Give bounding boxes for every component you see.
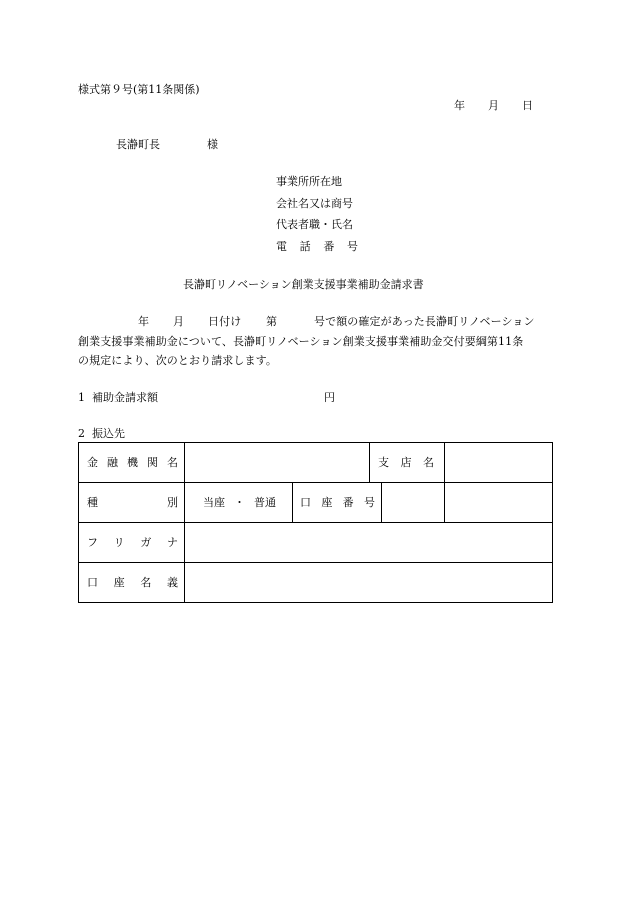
account-holder-label: 口 座 名 義 <box>79 563 185 603</box>
account-number-group <box>293 483 445 523</box>
branch-name-field[interactable] <box>445 443 553 483</box>
item1-unit: 円 <box>324 391 335 404</box>
account-number-label: 口 座 番 号 <box>293 483 382 522</box>
date-month: 月 <box>488 99 499 112</box>
table-row <box>79 483 553 523</box>
applicant-company-label: 会社名又は商号 <box>276 197 353 210</box>
table-row <box>79 443 553 483</box>
account-type-ordinary[interactable]: 普通 <box>254 496 276 509</box>
table-row <box>79 523 553 563</box>
item2-label: 2 振込先 <box>78 427 125 440</box>
date-day: 日 <box>522 99 533 112</box>
applicant-representative-label: 代表者職・氏名 <box>276 218 353 231</box>
applicant-address-label: 事業所所在地 <box>276 175 342 188</box>
applicant-phone-label: 電 話 番 号 <box>276 240 358 253</box>
account-holder-field[interactable] <box>185 563 553 603</box>
addressee-honorific: 様 <box>207 138 218 151</box>
table-row <box>79 563 553 603</box>
bank-transfer-table <box>78 442 553 603</box>
body-line-3: の規定により、次のとおり請求します。 <box>78 354 277 367</box>
item1-label: 1 補助金請求額 <box>78 391 158 404</box>
account-number-field-left[interactable] <box>382 483 444 522</box>
branch-name-label: 支 店 名 <box>370 443 445 483</box>
account-type-label: 種 別 <box>79 483 185 523</box>
form-number: 様式第９号(第11条関係) <box>78 83 200 96</box>
account-type-current[interactable]: 当座 <box>203 496 225 509</box>
institution-name-label: 金 融 機 関 名 <box>79 443 185 483</box>
account-number-field[interactable] <box>445 483 553 523</box>
body-line-2: 創業支援事業補助金について、長瀞町リノベーション創業支援事業補助金交付要綱第11条 <box>78 335 524 348</box>
account-type-options[interactable]: 当座 ・ 普通 <box>185 483 293 523</box>
form-page: 様式第９号(第11条関係) 年 月 日 長瀞町長 様 事業所所在地 会社名又は商号 代表者職・氏名 電 話 番 号 長瀞町リノベーション創業支援事業補助金請求書 年 月 日付け 第 号で額の確定があった長瀞町リノベーション 創業支援事業補助金について、長瀞町リノベーション創業支援事業補助金交付要綱第11条 の規定により、次のとおり請求します。 1 補助金請求額 円 2 振込先 金 融 機 関 名 支 店 名 種 別 当座 ・ 普通 口 座 番 号 フ リ ガ ナ 口 座 名 義 <box>0 0 630 903</box>
furigana-label: フ リ ガ ナ <box>79 523 185 563</box>
furigana-field[interactable] <box>185 523 553 563</box>
institution-name-field[interactable] <box>185 443 370 483</box>
addressee-name: 長瀞町長 <box>116 138 160 151</box>
document-title: 長瀞町リノベーション創業支援事業補助金請求書 <box>183 278 424 291</box>
date-year: 年 <box>454 99 465 112</box>
